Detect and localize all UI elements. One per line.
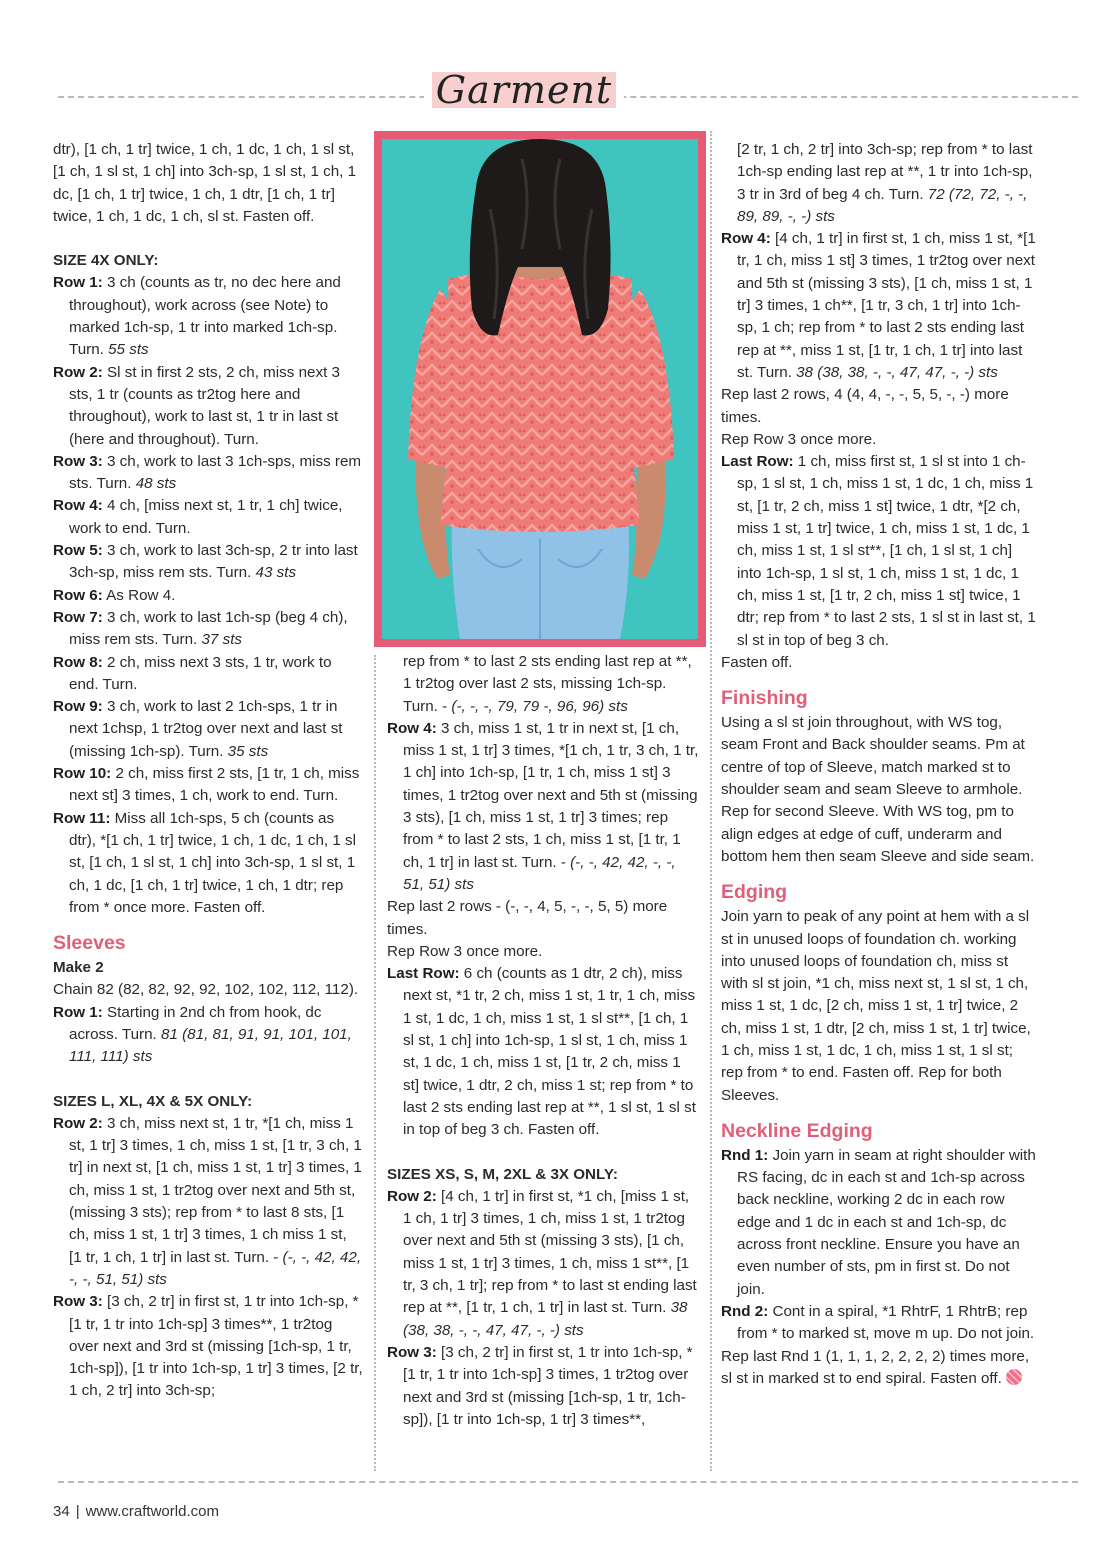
row-4: Row 4: [4 ch, 1 tr] in first st, 1 ch, miss 1 st, *[1 tr, 1 ch, miss 1 st] 3 times, 1 tr2tog over next and 5th st (missing 3 sts), [1 ch, miss 1 st, 1 tr] 3 times, 1 ch**, [1 tr, 3 ch, 1 tr] into 1ch-sp, 1 ch; rep from * to last 2 sts ending last rep at **, miss 1 st, [1 tr, 1 ch, 1 tr] into last st. Turn. 38 (38, 38, -, -, 47, 47, -, -) sts xyxy=(721,230,1036,381)
repeat-instruction: Rep last 2 rows - (-, -, 4, 5, -, -, 5, 5) more times. xyxy=(387,898,668,938)
sizes-xs-heading: SIZES XS, S, M, 2XL & 3X ONLY: xyxy=(387,1165,618,1183)
finishing-heading: Finishing xyxy=(721,687,808,710)
column-2 xyxy=(387,651,699,1431)
repeat-row-3: Rep Row 3 once more. xyxy=(721,430,877,448)
repeat-instruction: Rep last 2 rows, 4 (4, 4, -, -, 5, 5, -, -) more times. xyxy=(721,386,1009,426)
size-4x-row: Row 8: 2 ch, miss next 3 sts, 1 tr, work to end. Turn. xyxy=(53,653,332,693)
size-4x-row: Row 4: 4 ch, [miss next st, 1 tr, 1 ch] twice, work to end. Turn. xyxy=(53,497,343,537)
make-count: Make 2 xyxy=(53,959,104,977)
size-4x-row: Row 9: 3 ch, work to last 2 1ch-sps, 1 tr in next 1chsp, 1 tr2tog over next and last st (missing 1ch-sp). Turn. 35 sts xyxy=(53,698,343,760)
chain-instruction: Chain 82 (82, 82, 92, 92, 102, 102, 112, 112). xyxy=(53,981,359,999)
last-row: Last Row: 6 ch (counts as 1 dtr, 2 ch), miss next st, *1 tr, 2 ch, miss 1 st, 1 tr, 1 ch, miss 1 st, 1 dc, 1 ch, miss 1 st, 1 sl st**, [1 ch, 1 sl st, 1 ch] into 1ch-sp, 1 sl st, 1 ch, miss 1 st, 1 dc, 1 ch, miss 1 st, [1 tr, 2 ch, miss 1 st] twice, 1 dtr, 2 ch, miss 1 st; rep from * to last 2 sts ending last rep at **, 1 sl st, 1 sl st in top of beg 3 ch. Fasten off. xyxy=(387,965,696,1139)
size-4x-heading: SIZE 4X ONLY: xyxy=(53,252,159,270)
row-3: Row 3: [3 ch, 2 tr] in first st, 1 tr into 1ch-sp, *[1 tr, 1 tr into 1ch-sp] 3 times, 1 tr2tog over next and 3rd st (missing [1ch-sp, 1 tr, 1ch-sp]), [1 tr into 1ch-sp, 1 tr] 3 times**, xyxy=(387,1343,693,1428)
yarn-ball-icon xyxy=(1006,1369,1022,1385)
page-number: 34 xyxy=(53,1503,70,1520)
size-4x-row: Row 5: 3 ch, work to last 3ch-sp, 2 tr into last 3ch-sp, miss rem sts. Turn. 43 sts xyxy=(53,542,358,582)
repeat-row-3: Rep Row 3 once more. xyxy=(387,942,543,960)
size-4x-rows xyxy=(53,272,363,919)
footer: 34 | www.craftworld.com xyxy=(53,1503,219,1520)
size-4x-row: Row 11: Miss all 1ch-sps, 5 ch (counts as dtr), *[1 ch, 1 tr] twice, 1 ch, 1 dc, 1 ch, 1 sl st, [1 ch, 1 sl st, 1 ch] into 3ch-sp, 1 sl st, 1 ch, 1 dc, [1 ch, 1 tr] twice, 1 ch, 1 dtr; rep from * once more. Fasten off. xyxy=(53,809,356,916)
edging-text: Join yarn to peak of any point at hem with a sl st in unused loops of foundation ch. working into unused loops of foundation ch, miss st with sl st join, *1 ch, miss next st, 1 sl st, 1 ch, miss 1 st, 1 dc, [2 ch, miss 1 st, 1 tr] twice, 2 ch, miss 1 st, 1 dtr, [2 ch, miss 1 st, 1 tr] twice, 1 ch, miss 1 st, 1 dc, 1 ch, miss 1 st, 1 sl st; rep from * to end. Fasten off. Rep for both Sleeves. xyxy=(721,908,1031,1104)
banner-title: Garment xyxy=(435,68,613,112)
last-row: Last Row: 1 ch, miss first st, 1 sl st into 1 ch-sp, 1 sl st, 1 ch, miss 1 st, 1 dc, 1 ch, miss 1 st, [1 tr, 2 ch, miss 1 st] twice, 1 dtr, *[2 ch, miss 1 st, 1 tr] twice, 1 ch, miss 1 st, 1 dc, 1 ch, miss 1 st, 1 sl st**, [1 ch, 1 sl st, 1 ch] into 1ch-sp, 1 sl st, 1 ch, miss 1 st, 1 dc, 1 ch, miss 1 st, [1 tr, 2 ch, miss 1 st] twice, 1 dtr; rep from * to last 2 sts, 1 sl st in last st, 1 sl st in top of beg 3 ch. xyxy=(721,453,1036,649)
finishing-text: Using a sl st join throughout, with WS tog, seam Front and Back shoulder seams. Pm at centre of top of Sleeve, match marked st to shoulder seam and seam Sleeve to armhole. Rep for second Sleeve. With WS tog, pm to align edges at edge of cuff, underarm and bottom hem then seam Sleeve and side seam. xyxy=(721,714,1035,865)
intro-text: dtr), [1 ch, 1 tr] twice, 1 ch, 1 dc, 1 ch, 1 sl st, [1 ch, 1 sl st, 1 ch] into 3ch-sp, 1 sl st, 1 ch, 1 dc, [1 ch, 1 tr] twice, 1 ch, 1 dtr, [1 ch, 1 tr] twice, 1 ch, 1 dc, 1 ch, sl st. Fasten off. xyxy=(53,141,357,225)
edging-heading: Edging xyxy=(721,881,788,904)
column-1 xyxy=(53,139,363,1403)
round-2: Rnd 2: Cont in a spiral, *1 RhtrF, 1 RhtrB; rep from * to marked st, move m up. Do not join. xyxy=(721,1302,1035,1343)
row-3-continued: [2 tr, 1 ch, 2 tr] into 3ch-sp; rep from * to last 1ch-sp ending last rep at **, 1 tr into 1ch-sp, 3 tr in 3rd of beg 4 ch. Turn. 72 (72, 72, -, -, 89, 89, -, -) sts xyxy=(737,141,1033,225)
garment-photo xyxy=(382,139,698,639)
sleeve-row-2: Row 2: 3 ch, miss next st, 1 tr, *[1 ch, miss 1 st, 1 tr] 3 times, 1 ch, miss 1 st, [1 tr, 3 ch, 1 tr] in next st, [1 ch, miss 1 st, 1 tr] 3 times, 1 ch, miss 1 st, 1 tr2tog over next and 5th st, (missing 3 sts); rep from * to last 8 sts, [1 ch, miss 1 st, 1 tr] 3 times, 1 ch miss 1 st, [1 tr, 1 ch, 1 tr] in last st. Turn. - (-, -, 42, 42, -, -, 51, 51) sts xyxy=(53,1114,362,1288)
sleeve-row-1: Row 1: Starting in 2nd ch from hook, dc across. Turn. 81 (81, 81, 91, 91, 101, 101, 111, 111) sts xyxy=(53,1003,352,1066)
section-banner xyxy=(424,66,624,112)
size-4x-row: Row 2: Sl st in first 2 sts, 2 ch, miss next 3 sts, 1 tr (counts as tr2tog here and throughout), work to last st, 1 tr in last st (here and throughout). Turn. xyxy=(53,363,340,448)
sleeve-row-3: Row 3: [3 ch, 2 tr] in first st, 1 tr into 1ch-sp, *[1 tr, 1 tr into 1ch-sp] 3 times**, 1 tr2tog over next and 3rd st (missing [1ch-sp, 1 tr, 1ch-sp]), [1 tr into 1ch-sp, 1 tr] 3 times, [2 tr, 1 ch, 2 tr] into 3ch-sp; xyxy=(53,1293,363,1400)
round-1: Rnd 1: Join yarn in seam at right shoulder with RS facing, dc in each st and 1ch-sp across back neckline, working 2 dc in each row edge and 1 dc in each st and 1ch-sp, dc across front neckline. Ensure you have an even number of sts, pm in first st. Do not join. xyxy=(721,1146,1036,1298)
row-3-continued: rep from * to last 2 sts ending last rep at **, 1 tr2tog over last 2 sts, missing 1ch-sp. Turn. - (-, -, -, 79, 79 -, 96, 96) sts xyxy=(403,653,692,715)
column-divider-left xyxy=(374,655,376,1471)
size-4x-row: Row 1: 3 ch (counts as tr, no dec here and throughout), work across (see Note) to marked 1ch-sp, 1 tr into marked 1ch-sp. Turn. 55 sts xyxy=(53,274,341,359)
row-4: Row 4: 3 ch, miss 1 st, 1 tr in next st, [1 ch, miss 1 st, 1 tr] 3 times, *[1 ch, 1 tr, 3 ch, 1 tr, 1 ch] into 1ch-sp, [1 tr, 1 ch, miss 1 st] 3 times, 1 tr2tog over next and 5th st (missing 3 sts), [1 ch, miss 1 st, 1 tr] 3 times; rep from * to last 2 sts, 1 ch, miss 1 st, [1 tr, 1 ch, 1 tr] in last st. Turn. - (-, -, 42, 42, -, -, 51, 51) sts xyxy=(387,719,699,893)
sizes-l-xl-heading: SIZES L, XL, 4X & 5X ONLY: xyxy=(53,1092,253,1110)
sweater xyxy=(440,268,640,532)
row-2: Row 2: [4 ch, 1 tr] in first st, *1 ch, [miss 1 st, 1 ch, 1 tr] 3 times, 1 ch, miss 1 st, 1 tr2tog over next and 5th st (missing 3 sts), [1 ch, miss 1 st, 1 tr] 3 times, 1 ch, miss 1 st**, [1 tr, 3 ch, 1 tr]; rep from * to last st ending last rep at **, [1 tr, 1 ch, 1 tr] in last st. Turn. 38 (38, 38, -, -, 47, 47, -, -) sts xyxy=(387,1187,697,1339)
sleeves-heading: Sleeves xyxy=(53,932,126,955)
size-4x-row: Row 6: As Row 4. xyxy=(53,586,176,604)
model-illustration xyxy=(382,139,698,639)
column-divider xyxy=(710,131,712,1471)
website-link[interactable]: www.craftworld.com xyxy=(85,1503,219,1520)
neckline-edging-heading: Neckline Edging xyxy=(721,1119,873,1142)
bottom-rule xyxy=(58,1481,1078,1483)
fasten-off: Fasten off. xyxy=(721,653,793,671)
final-instruction: Rep last Rnd 1 (1, 1, 1, 2, 2, 2, 2) times more, sl st in marked st to end spiral. Fasten off. xyxy=(721,1347,1030,1387)
size-4x-row: Row 7: 3 ch, work to last 1ch-sp (beg 4 ch), miss rem sts. Turn. 37 sts xyxy=(53,608,348,649)
size-4x-row: Row 3: 3 ch, work to last 3 1ch-sps, miss rem sts. Turn. 48 sts xyxy=(53,452,362,493)
column-3 xyxy=(721,139,1039,1390)
size-4x-row: Row 10: 2 ch, miss first 2 sts, [1 tr, 1 ch, miss next st] 3 times, 1 ch, work to end. Turn. xyxy=(53,765,360,805)
